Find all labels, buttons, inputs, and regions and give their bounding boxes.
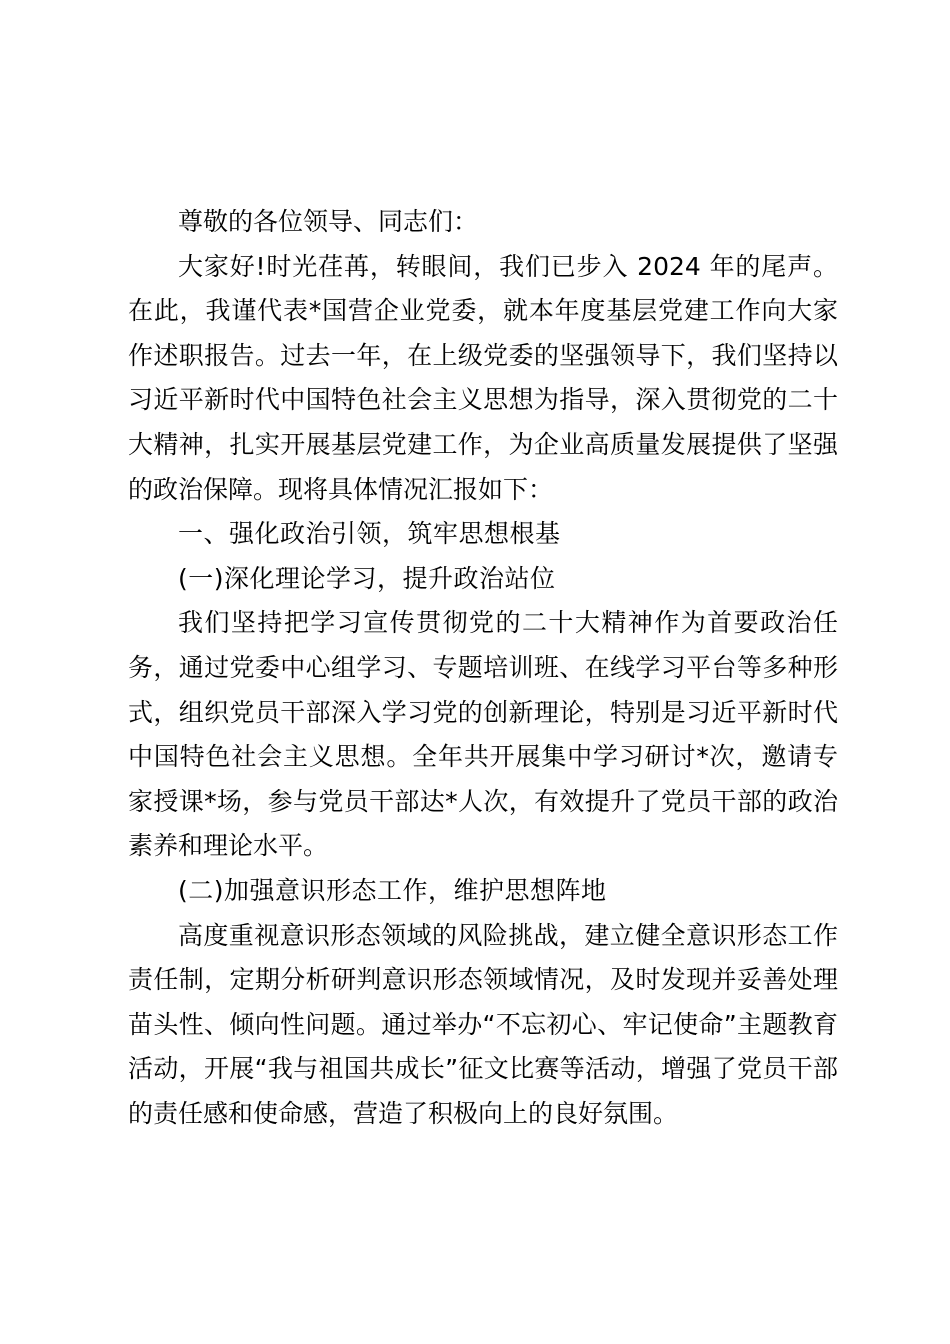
subsection-body-2: 高度重视意识形态领域的风险挑战，建立健全意识形态工作责任制，定期分析研判意识形态领域情况，及时发现并妥善处理苗头性、倾向性问题。通过举办“不忘初心、牢记使命”主题教育活动，开展“我与祖国共成长”征文比赛等活动，增强了党员干部的责任感和使命感，营造了积极向上的良好氛围。: [128, 920, 838, 1128]
subsection-heading-2: (二)加强意识形态工作，维护思想阵地: [178, 875, 607, 905]
subsection-body-1: 我们坚持把学习宣传贯彻党的二十大精神作为首要政治任务，通过党委中心组学习、专题培训班、在线学习平台等多种形式，组织党员干部深入学习党的创新理论，特别是习近平新时代中国特色社会主义思想。全年共开展集中学习研讨*次，邀请专家授课*场，参与党员干部达*人次，有效提升了党员干部的政治素养和理论水平。: [128, 608, 838, 861]
subsection-heading-1: (一)深化理论学习，提升政治站位: [178, 563, 556, 593]
section-heading-1: 一、强化政治引领，筑牢思想根基: [178, 519, 561, 549]
salutation: 尊敬的各位领导、同志们：: [178, 207, 479, 236]
document-body: [128, 200, 838, 1136]
intro-paragraph: 大家好!时光荏苒，转眼间，我们已步入 2024 年的尾声。在此，我谨代表*国营企业党委，就本年度基层党建工作向大家作述职报告。过去一年，在上级党委的坚强领导下，我们坚持以习近平新时代中国特色社会主义思想为指导，深入贯彻党的二十大精神，扎实开展基层党建工作，为企业高质量发展提供了坚强的政治保障。现将具体情况汇报如下：: [128, 251, 838, 504]
